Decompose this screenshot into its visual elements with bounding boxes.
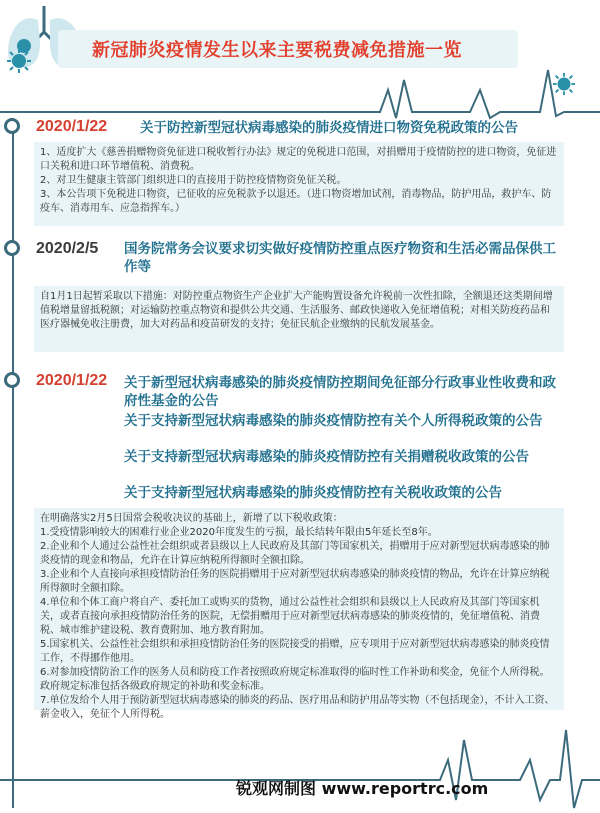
list-item: 3、本公告项下免税进口物资，已征收的应免税款予以退还。（进口物资增加试剂，消毒物品，防护用品，救护车、防疫车、消毒用车、应急指挥车。） xyxy=(40,189,552,214)
section-content-box xyxy=(34,142,564,226)
section-heading: 关于支持新型冠状病毒感染的肺炎疫情防控有关个人所得税政策的公告 xyxy=(124,413,543,429)
list-item: 2、对卫生健康主管部门组织进口的直接用于防控疫情物资免征关税。 xyxy=(40,175,347,186)
section-heading: 国务院常务会议要求切实做好疫情防控重点医疗物资和生活必需品保供工作等 xyxy=(124,241,556,275)
list-item: 3.企业和个人直接向承担疫情防治任务的医院捐赠用于应对新型冠状病毒感染的肺炎疫情的物品，允许在计算应纳税所得额时全额扣除。 xyxy=(40,569,550,594)
section-heading: 关于支持新型冠状病毒感染的肺炎疫情防控有关税收政策的公告 xyxy=(124,485,502,501)
section-content-box xyxy=(34,508,564,720)
list-item: 2.企业和个人通过公益性社会组织或者县级以上人民政府及其部门等国家机关，捐赠用于应对新型冠状病毒感染的肺炎疫情的现金和物品，允许在计算应纳税所得额时全额扣除。 xyxy=(40,541,550,566)
timeline-dot xyxy=(4,240,20,256)
section-content-box xyxy=(34,286,564,352)
list-item: 1、适度扩大《慈善捐赠物资免征进口税收暂行办法》规定的免税进口范围，对捐赠用于疫情防控的进口物资，免征进口关税和进口环节增值税、消费税。 xyxy=(40,147,557,172)
page-title: 新冠肺炎疫情发生以来主要税费减免措施一览 xyxy=(92,40,462,61)
footer-credit: 锐观网制图 www.reportrc.com xyxy=(236,779,489,798)
section-date: 2020/1/22 xyxy=(36,372,108,389)
pulse-line-bottom xyxy=(0,720,600,813)
timeline-dot xyxy=(4,118,20,134)
section-heading: 关于支持新型冠状病毒感染的肺炎疫情防控有关捐赠税收政策的公告 xyxy=(124,449,529,465)
section-date: 2020/2/5 xyxy=(36,240,99,257)
section-heading: 关于防控新型冠状病毒感染的肺炎疫情进口物资免税政策的公告 xyxy=(140,120,518,136)
list-item: 1.受疫情影响较大的困难行业企业2020年度发生的亏损，最长结转年限由5年延长至8年。 xyxy=(40,527,438,538)
list-item: 自1月1日起暂采取以下措施：对防控重点物资生产企业扩大产能购置设备允许税前一次性扣除，全额退还这类期间增值税增量留抵税额；对运输防控重点物资和提供公共交通、生活服务、邮政快递收入免征增值税；对相关防疫药品和医疗器械免收注册费，加大对药品和疫苗研发的支持；免征民航企业缴纳的民航发展基金。 xyxy=(40,291,553,330)
timeline-line xyxy=(12,118,14,808)
timeline-dot xyxy=(4,372,20,388)
list-item: 6.对参加疫情防治工作的医务人员和防疫工作者按照政府规定标准取得的临时性工作补助和奖金，免征个人所得税。政府规定标准包括各级政府规定的补助和奖金标准。 xyxy=(40,667,550,692)
list-item: 5.国家机关、公益性社会组织和承担疫情防治任务的医院接受的捐赠，应专项用于应对新型冠状病毒感染的肺炎疫情工作，不得挪作他用。 xyxy=(40,639,550,664)
section-heading: 关于新型冠状病毒感染的肺炎疫情防控期间免征部分行政事业性收费和政府性基金的公告 xyxy=(124,375,556,409)
list-item: 7.单位发给个人用于预防新型冠状病毒感染的肺炎的药品、医疗用品和防护用品等实物（不包括现金），不计入工资、薪金收入，免征个人所得税。 xyxy=(40,695,555,720)
header xyxy=(0,0,600,110)
section-date: 2020/1/22 xyxy=(36,118,108,135)
list-item: 4.单位和个体工商户将自产、委托加工或购买的货物，通过公益性社会组织和县级以上人民政府及其部门等国家机关，或者直接向承担疫情防治任务的医院，无偿捐赠用于应对新型冠状病毒感染的肺炎疫情的，免征增值税、消费税、城市维护建设税、教育费附加、地方教育附加。 xyxy=(40,597,540,636)
pulse-line-top xyxy=(0,60,600,120)
list-item: 在明确落实2月5日国常会税收决议的基础上，新增了以下税收政策： xyxy=(40,513,343,524)
